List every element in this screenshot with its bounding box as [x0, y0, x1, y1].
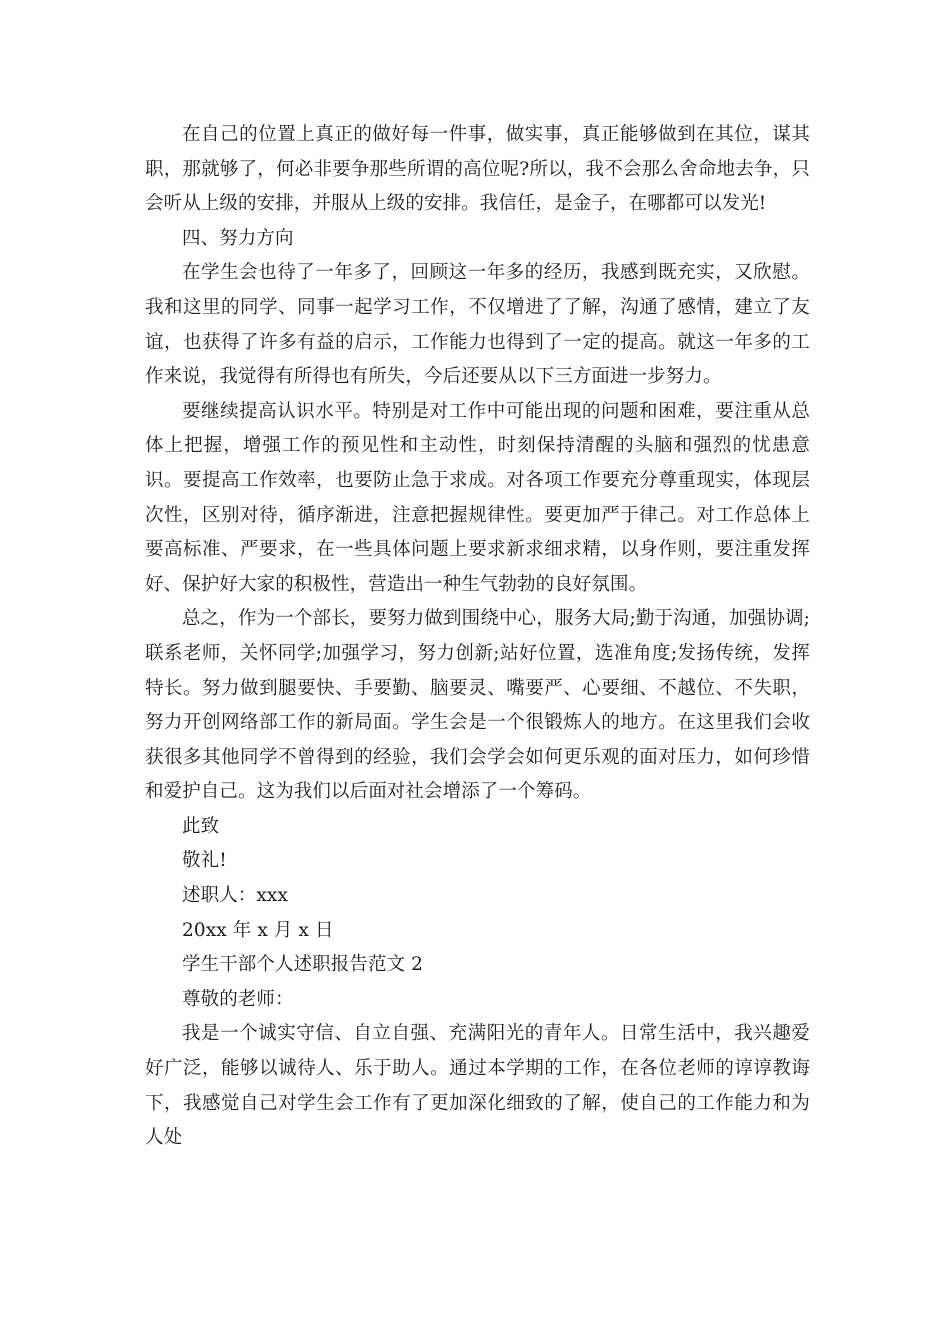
paragraph-review: 在学生会也待了一年多了，回顾这一年多的经历，我感到既充实，又欣慰。我和这里的同学、同事一起学习工作，不仅增进了了解，沟通了感情，建立了友谊，也获得了许多有益的启示，工作能力也得到了一定的提高。就这一年多的工作来说，我觉得有所得也有所失，今后还要从以下三方面进一步努力。 — [145, 262, 810, 388]
paragraph-improve-awareness: 要继续提高认识水平。特别是对工作中可能出现的问题和困难，要注重从总体上把握，增强工作的预见性和主动性，时刻保持清醒的头脑和强烈的忧患意识。要提高工作效率，也要防止急于求成。对各项工作要充分尊重现实，体现层次性，区别对待，循序渐进，注意把握规律性。要更加严于律己。对工作总体上要高标准、严要求，在一些具体问题上要求新求细求精，以身作则，要注重发挥好、保护好大家的积极性，营造出一种生气勃勃的良好氛围。 — [145, 400, 810, 595]
greeting: 尊敬的老师： — [182, 988, 294, 1010]
paragraph-self-introduction: 我是一个诚实守信、自立自强、充满阳光的青年人。日常生活中，我兴趣爱好广泛，能够以诚待人、乐于助人。通过本学期的工作，在各位老师的谆谆教诲下，我感觉自己对学生会工作有了更加深化细致的了解，使自己的工作能力和为人处 — [145, 1023, 810, 1149]
closing-salutation: 此致 — [182, 815, 220, 837]
reporter-signature: 述职人：xxx — [182, 885, 289, 907]
example-title: 学生干部个人述职报告范文 2 — [182, 954, 424, 976]
document-body — [145, 118, 810, 1156]
closing-regards: 敬礼! — [182, 850, 227, 872]
section-heading-effort-direction: 四、努力方向 — [182, 227, 294, 249]
report-date: 20xx 年 x 月 x 日 — [182, 919, 334, 941]
paragraph-conclusion: 总之，作为一个部长，要努力做到围绕中心，服务大局;勤于沟通，加强协调;联系老师，关怀同学;加强学习，努力创新;站好位置，选准角度;发扬传统，发挥特长。努力做到腿要快、手要勤、脑要灵、嘴要严、心要细、不越位、不失职，努力开创网络部工作的新局面。学生会是一个很锻炼人的地方。在这里我们会收获很多其他同学不曾得到的经验，我们会学会如何更乐观的面对压力，如何珍惜和爱护自己。这为我们以后面对社会增添了一个筹码。 — [145, 608, 810, 803]
paragraph-position-duty: 在自己的位置上真正的做好每一件事，做实事，真正能够做到在其位，谋其职，那就够了，何必非要争那些所谓的高位呢?所以，我不会那么舍命地去争，只会听从上级的安排，并服从上级的安排。我信任，是金子，在哪都可以发光! — [145, 124, 810, 215]
